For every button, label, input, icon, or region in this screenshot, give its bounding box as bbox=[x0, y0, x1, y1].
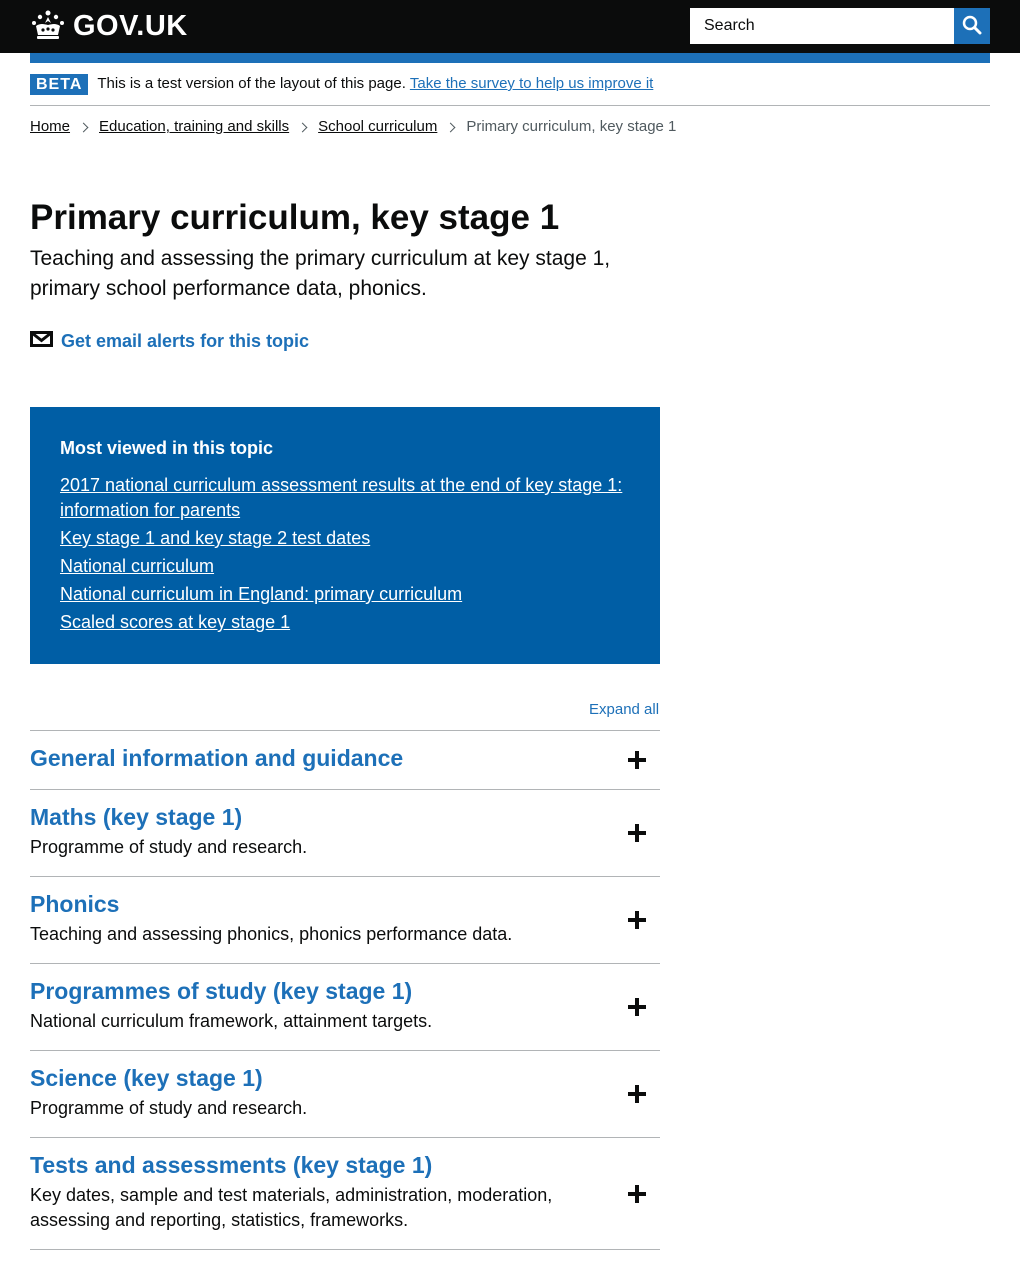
most-viewed-heading: Most viewed in this topic bbox=[60, 438, 274, 458]
most-viewed-list bbox=[60, 473, 630, 635]
chevron-right-icon bbox=[446, 122, 456, 132]
plus-icon[interactable] bbox=[628, 751, 646, 769]
list-item bbox=[60, 554, 630, 579]
most-viewed-link[interactable]: National curriculum bbox=[60, 556, 215, 576]
accordion-section-tests[interactable] bbox=[30, 1138, 660, 1250]
accordion-section-summary: Teaching and assessing phonics, phonics performance data. bbox=[30, 924, 513, 944]
accordion-section-title: Maths (key stage 1) bbox=[30, 804, 243, 830]
breadcrumb-home[interactable]: Home bbox=[30, 118, 71, 135]
site-header bbox=[0, 0, 1020, 53]
most-viewed-panel bbox=[30, 407, 660, 664]
list-item bbox=[60, 610, 630, 635]
expand-all-button[interactable]: Expand all bbox=[589, 701, 660, 718]
beta-text: This is a test version of the layout of this page. bbox=[97, 75, 406, 92]
breadcrumb-education[interactable]: Education, training and skills bbox=[99, 118, 290, 135]
accordion-section-programmes[interactable] bbox=[30, 964, 660, 1051]
page-description: Teaching and assessing the primary curriculum at key stage 1, primary school performance data, phonics. bbox=[30, 247, 611, 300]
accordion-section-summary: Key dates, sample and test materials, administration, moderation, assessing and reporting, statistics, frameworks. bbox=[30, 1185, 553, 1230]
breadcrumb-school-curriculum[interactable]: School curriculum bbox=[318, 118, 438, 135]
search-button[interactable] bbox=[954, 8, 990, 44]
plus-icon[interactable] bbox=[628, 911, 646, 929]
accordion-section-title: Science (key stage 1) bbox=[30, 1065, 263, 1091]
logo-text: GOV.UK bbox=[73, 9, 188, 42]
search-input[interactable] bbox=[690, 8, 954, 44]
crown-icon bbox=[30, 10, 66, 42]
plus-icon[interactable] bbox=[628, 1085, 646, 1103]
govuk-logo-link[interactable] bbox=[30, 10, 188, 42]
breadcrumb bbox=[30, 117, 676, 137]
search-icon bbox=[962, 15, 982, 38]
chevron-right-icon bbox=[298, 122, 308, 132]
plus-icon[interactable] bbox=[628, 824, 646, 842]
chevron-right-icon bbox=[79, 122, 89, 132]
header-blue-stripe bbox=[30, 53, 990, 63]
accordion-section-title: General information and guidance bbox=[30, 745, 404, 771]
accordion-section-title: Programmes of study (key stage 1) bbox=[30, 978, 413, 1004]
page-title: Primary curriculum, key stage 1 bbox=[30, 198, 560, 237]
accordion-section-summary: Programme of study and research. bbox=[30, 837, 308, 857]
accordion-section-phonics[interactable] bbox=[30, 877, 660, 964]
accordion-section-maths[interactable] bbox=[30, 790, 660, 877]
accordion-section-general[interactable] bbox=[30, 731, 660, 790]
most-viewed-link[interactable]: 2017 national curriculum assessment results at the end of key stage 1: information for parents bbox=[60, 475, 623, 520]
envelope-icon bbox=[30, 331, 53, 352]
beta-tag: BETA bbox=[30, 74, 88, 95]
accordion-section-summary: Programme of study and research. bbox=[30, 1098, 308, 1118]
most-viewed-link[interactable]: Key stage 1 and key stage 2 test dates bbox=[60, 528, 371, 548]
most-viewed-link[interactable]: Scaled scores at key stage 1 bbox=[60, 612, 291, 632]
plus-icon[interactable] bbox=[628, 1185, 646, 1203]
email-alerts-label: Get email alerts for this topic bbox=[61, 331, 310, 351]
list-item bbox=[60, 582, 630, 607]
beta-banner bbox=[30, 73, 990, 106]
breadcrumb-current: Primary curriculum, key stage 1 bbox=[466, 118, 677, 135]
accordion-section-title: Tests and assessments (key stage 1) bbox=[30, 1152, 433, 1178]
accordion-section-science[interactable] bbox=[30, 1051, 660, 1138]
list-item bbox=[60, 473, 630, 523]
accordion-section-summary: National curriculum framework, attainment targets. bbox=[30, 1011, 433, 1031]
accordion-section-title: Phonics bbox=[30, 891, 120, 917]
most-viewed-link[interactable]: National curriculum in England: primary curriculum bbox=[60, 584, 463, 604]
survey-link[interactable]: Take the survey to help us improve it bbox=[409, 75, 654, 92]
plus-icon[interactable] bbox=[628, 998, 646, 1016]
email-alerts-link[interactable] bbox=[30, 329, 309, 353]
list-item bbox=[60, 526, 630, 551]
topic-accordion bbox=[30, 730, 660, 1250]
